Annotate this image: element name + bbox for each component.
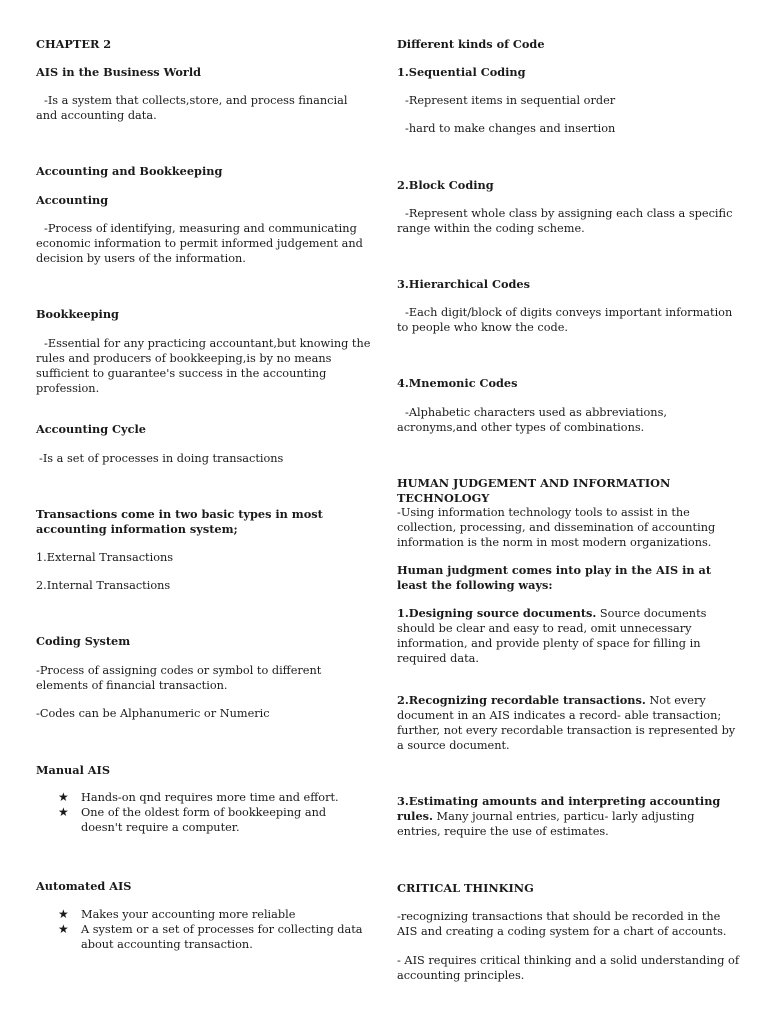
way-3-title: 3.Estimating amounts and interpreting accounting rules. — [397, 794, 721, 823]
list-item — [36, 805, 371, 835]
list-item-text: A system or a set of processes for collecting data about accounting transaction. — [81, 923, 363, 951]
transaction-internal: 2.Internal Transactions — [36, 579, 171, 592]
way-1-title: 1.Designing source documents. — [397, 606, 597, 620]
list-item — [36, 922, 371, 952]
way-estimating-amounts — [397, 794, 739, 839]
way-2-title: 2.Recognizing recordable transactions. — [397, 693, 646, 707]
human-judgement-it-heading: HUMAN JUDGEMENT AND INFORMATION TECHNOLOGY — [397, 476, 671, 505]
sequential-coding-text-2: -hard to make changes and insertion — [405, 122, 616, 135]
block-coding-text: -Represent whole class by assigning each class a specific range within the coding scheme. — [397, 207, 733, 235]
way-1-text: Source documents should be clear and easy to read, omit unnecessary information, and provide plenty of space for filling in required data. — [397, 607, 707, 665]
transaction-external: 1.External Transactions — [36, 551, 174, 564]
accounting-cycle-text: -Is a set of processes in doing transactions — [39, 452, 284, 465]
way-3-text: Many journal entries, particu- larly adjusting entries, require the use of estimates. — [397, 810, 695, 838]
kinds-of-code-heading: Different kinds of Code — [397, 37, 545, 51]
star-bullet-icon: ★ — [58, 907, 69, 921]
mnemonic-codes-text: -Alphabetic characters used as abbreviations, acronyms,and other types of combinations. — [397, 406, 667, 434]
coding-system-text-2: -Codes can be Alphanumeric or Numeric — [36, 707, 270, 720]
automated-ais-heading: Automated AIS — [36, 879, 132, 893]
critical-thinking-heading: CRITICAL THINKING — [397, 881, 534, 895]
sequential-coding-heading: 1.Sequential Coding — [397, 65, 526, 79]
critical-thinking-text-2: - AIS requires critical thinking and a solid understanding of accounting principles. — [397, 954, 740, 982]
accounting-heading: Accounting — [36, 193, 109, 207]
chapter-heading: CHAPTER 2 — [36, 37, 112, 51]
accounting-cycle-heading: Accounting Cycle — [36, 422, 146, 436]
ais-business-text: -Is a system that collects,store, and process financial and accounting data. — [36, 94, 348, 122]
block-coding-heading: 2.Block Coding — [397, 178, 494, 192]
list-item — [36, 790, 371, 805]
way-2-text: Not every document in an AIS indicates a record- able transaction; further, not every recordable transaction is represented by a source document. — [397, 694, 736, 752]
hierarchical-codes-text: -Each digit/block of digits conveys important information to people who know the code. — [397, 306, 733, 334]
human-judgment-ways-heading: Human judgment comes into play in the AIS in at least the following ways: — [397, 563, 712, 592]
way-recognizing-transactions — [397, 693, 739, 753]
coding-system-heading: Coding System — [36, 634, 131, 648]
star-bullet-icon: ★ — [58, 790, 69, 804]
star-bullet-icon: ★ — [58, 922, 69, 936]
list-item-text: Makes your accounting more reliable — [81, 908, 296, 921]
transactions-heading: Transactions come in two basic types in most accounting information system; — [36, 507, 323, 536]
automated-ais-list — [36, 907, 371, 952]
mnemonic-codes-heading: 4.Mnemonic Codes — [397, 376, 518, 390]
critical-thinking-text-1: -recognizing transactions that should be recorded in the AIS and creating a coding system for a chart of accounts. — [397, 910, 727, 938]
sequential-coding-text-1: -Represent items in sequential order — [405, 94, 616, 107]
manual-ais-list — [36, 790, 371, 835]
accounting-text: -Process of identifying, measuring and communicating economic information to permit informed judgement and decision by users of the information. — [36, 222, 363, 265]
coding-system-text-1: -Process of assigning codes or symbol to different elements of financial transaction. — [36, 664, 322, 692]
list-item-text: Hands-on qnd requires more time and effort. — [81, 791, 339, 804]
human-judgement-it-text: -Using information technology tools to assist in the collection, processing, and dissemination of accounting information is the norm in most modern organizations. — [397, 506, 716, 549]
star-bullet-icon: ★ — [58, 805, 69, 819]
list-item-text: One of the oldest form of bookkeeping and doesn't require a computer. — [81, 806, 327, 834]
hierarchical-codes-heading: 3.Hierarchical Codes — [397, 277, 530, 291]
list-item — [36, 907, 371, 922]
way-designing-source-documents — [397, 606, 739, 666]
bookkeeping-text: -Essential for any practicing accountant,but knowing the rules and producers of bookkeeping,is by no means sufficient to guarantee's success in the accounting profession. — [36, 337, 371, 395]
accounting-bookkeeping-heading: Accounting and Bookkeeping — [36, 164, 223, 178]
ais-business-heading: AIS in the Business World — [36, 65, 202, 79]
bookkeeping-heading: Bookkeeping — [36, 307, 119, 321]
manual-ais-heading: Manual AIS — [36, 763, 111, 777]
